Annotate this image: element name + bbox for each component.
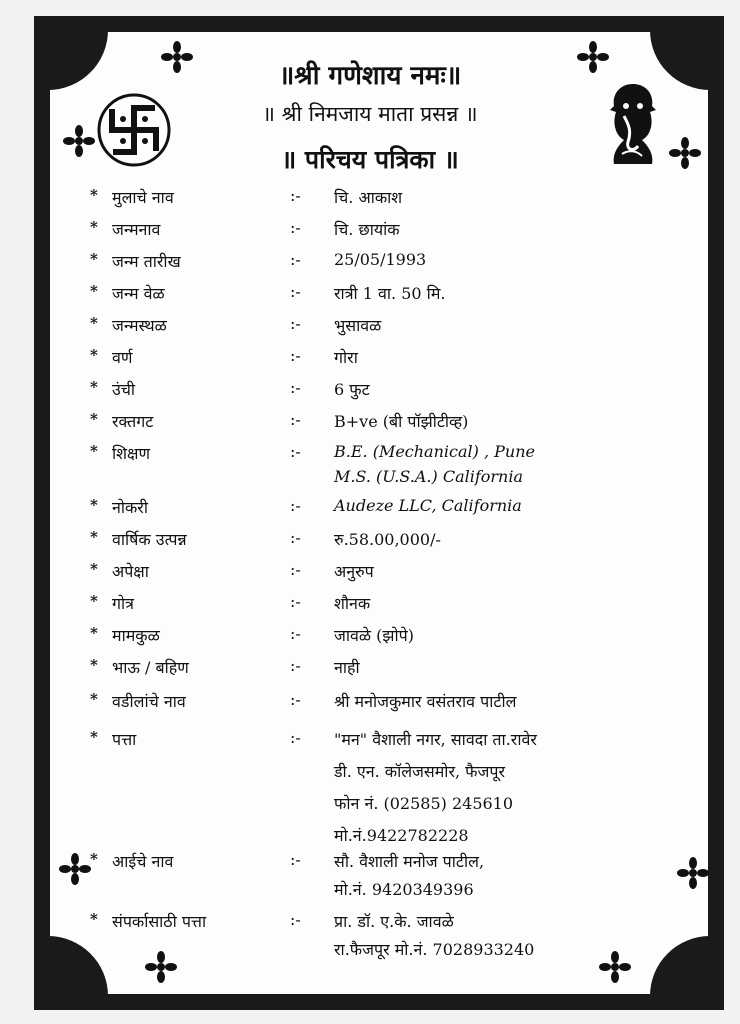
field-value-line: प्रा. डॉ. ए.के. जावळे xyxy=(334,912,454,931)
field-separator: :- xyxy=(290,250,301,269)
field-label: जन्म तारीख xyxy=(112,252,181,271)
field-label: रक्तगट xyxy=(112,412,154,431)
field-value-line: सौ. वैशाली मनोज पाटील, xyxy=(334,852,485,871)
field-separator: :- xyxy=(290,728,301,747)
field-label: जन्मनाव xyxy=(112,220,161,239)
field-value xyxy=(334,218,400,246)
bullet-marker: * xyxy=(90,442,98,460)
field-value-line: 25/05/1993 xyxy=(334,250,427,269)
field-separator: :- xyxy=(290,410,301,429)
bullet-marker: * xyxy=(90,496,98,514)
bullet-marker: * xyxy=(90,314,98,332)
bullet-marker: * xyxy=(90,378,98,396)
field-value xyxy=(334,250,426,275)
flower-icon xyxy=(598,950,632,984)
bullet-marker: * xyxy=(90,410,98,428)
field-value-line: फोन नं. (02585) 245610 xyxy=(334,794,514,813)
field-separator: :- xyxy=(290,656,301,675)
field-value-line: गोरा xyxy=(334,348,358,367)
field-label: नोकरी xyxy=(112,498,149,517)
field-value-line: शौनक xyxy=(334,594,371,613)
field-value-line: मो.नं. 9420349396 xyxy=(334,880,474,899)
field-value xyxy=(334,528,441,556)
field-label: जन्म वेळ xyxy=(112,284,165,303)
field-value-line: नाही xyxy=(334,658,360,677)
field-value-line: B+ve (बी पॉझीटीव्ह) xyxy=(334,412,469,431)
field-separator: :- xyxy=(290,496,301,515)
field-separator: :- xyxy=(290,910,301,929)
field-separator: :- xyxy=(290,186,301,205)
field-value xyxy=(334,410,468,438)
field-label: जन्मस्थळ xyxy=(112,316,167,335)
bullet-marker: * xyxy=(90,656,98,674)
field-separator: :- xyxy=(290,560,301,579)
field-label: मामकुळ xyxy=(112,626,160,645)
blessing-heading: ॥ श्री निमजाय माता प्रसन्न ॥ xyxy=(262,102,478,126)
field-separator: :- xyxy=(290,378,301,397)
field-separator: :- xyxy=(290,850,301,869)
field-value-line: Audeze LLC, California xyxy=(334,496,522,515)
field-separator: :- xyxy=(290,314,301,333)
bullet-marker: * xyxy=(90,592,98,610)
field-label: पत्ता xyxy=(112,730,137,749)
field-value-line: M.S. (U.S.A.) California xyxy=(334,467,523,486)
field-value xyxy=(334,728,537,856)
field-label: वर्ण xyxy=(112,348,133,367)
bullet-marker: * xyxy=(90,624,98,642)
field-label: वडीलांचे नाव xyxy=(112,692,186,711)
bullet-marker: * xyxy=(90,346,98,364)
field-value xyxy=(334,592,370,620)
field-value-line: डी. एन. कॉलेजसमोर, फैजपूर xyxy=(334,762,506,781)
field-value-line: जावळे (झोपे) xyxy=(334,626,414,645)
bullet-marker: * xyxy=(90,250,98,268)
field-label: अपेक्षा xyxy=(112,562,149,581)
field-value xyxy=(334,910,534,966)
bullet-marker: * xyxy=(90,910,98,928)
field-value xyxy=(334,690,516,718)
bullet-marker: * xyxy=(90,282,98,300)
field-value-line: मो.नं.9422782228 xyxy=(334,826,469,845)
bullet-marker: * xyxy=(90,690,98,708)
field-value-line: अनुरुप xyxy=(334,562,374,581)
field-separator: :- xyxy=(290,592,301,611)
field-separator: :- xyxy=(290,346,301,365)
field-value xyxy=(334,378,370,406)
field-separator: :- xyxy=(290,282,301,301)
field-separator: :- xyxy=(290,624,301,643)
field-value xyxy=(334,624,414,652)
field-value xyxy=(334,282,445,310)
field-value xyxy=(334,186,402,214)
field-separator: :- xyxy=(290,218,301,237)
flower-icon xyxy=(58,852,92,886)
field-separator: :- xyxy=(290,442,301,461)
page-title: ॥ परिचय पत्रिका ॥ xyxy=(281,145,459,174)
field-value xyxy=(334,656,360,684)
field-separator: :- xyxy=(290,690,301,709)
field-value-line: चि. छायांक xyxy=(334,220,400,239)
bullet-marker: * xyxy=(90,728,98,746)
field-value-line: 6 फुट xyxy=(334,380,370,399)
bullet-marker: * xyxy=(90,528,98,546)
field-label: शिक्षण xyxy=(112,444,151,463)
field-value-line: भुसावळ xyxy=(334,316,382,335)
field-value-line: रात्री 1 वा. 50 मि. xyxy=(334,284,446,303)
field-value xyxy=(334,346,358,374)
field-value xyxy=(334,314,381,342)
field-value-line: रु.58.00,000/- xyxy=(334,530,441,549)
field-value-line: B.E. (Mechanical) , Pune xyxy=(334,442,535,461)
field-label: मुलाचे नाव xyxy=(112,188,174,207)
field-value-line: चि. आकाश xyxy=(334,188,403,207)
flower-icon xyxy=(676,856,710,890)
field-value xyxy=(334,850,484,906)
field-label: संपर्कासाठी पत्ता xyxy=(112,912,207,931)
field-label: गोत्र xyxy=(112,594,134,613)
field-value-line: रा.फैजपूर मो.नं. 7028933240 xyxy=(334,940,535,959)
field-value xyxy=(334,560,374,588)
bullet-marker: * xyxy=(90,850,98,868)
field-label: भाऊ / बहिण xyxy=(112,658,189,677)
invocation-heading: ॥श्री गणेशाय नमः॥ xyxy=(278,61,462,91)
flower-icon xyxy=(144,950,178,984)
field-separator: :- xyxy=(290,528,301,547)
bullet-marker: * xyxy=(90,560,98,578)
field-value-line: श्री मनोजकुमार वसंतराव पाटील xyxy=(334,692,517,711)
field-value-line: "मन" वैशाली नगर, सावदा ता.रावेर xyxy=(334,730,537,749)
field-value xyxy=(334,496,522,521)
field-label: उंची xyxy=(112,380,136,399)
field-label: वार्षिक उत्पन्न xyxy=(112,530,187,549)
bullet-marker: * xyxy=(90,218,98,236)
field-label: आईचे नाव xyxy=(112,852,174,871)
field-value xyxy=(334,442,535,492)
bullet-marker: * xyxy=(90,186,98,204)
